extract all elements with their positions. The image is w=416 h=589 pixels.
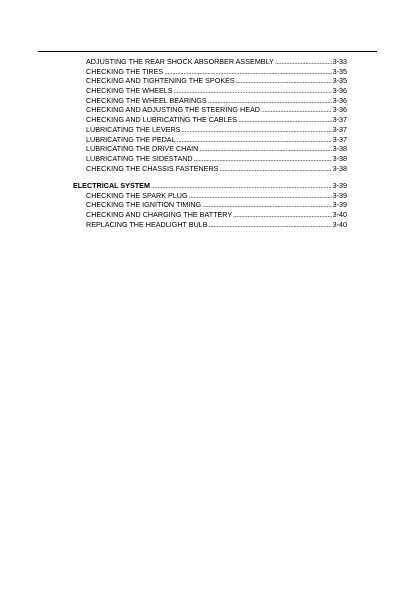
- toc-entry-page: 3-33: [332, 57, 347, 66]
- toc-entry[interactable]: [73, 164, 347, 174]
- toc-leader-dots: [275, 57, 332, 67]
- toc-leader-dots: [233, 210, 331, 220]
- toc-entry[interactable]: [73, 115, 347, 125]
- toc-entry-title: LUBRICATING THE DRIVE CHAIN: [86, 144, 199, 154]
- toc-entry-title: CHECKING THE WHEEL BEARINGS: [86, 95, 207, 105]
- toc-entry-page: 3-39: [332, 190, 347, 200]
- chassis-toc-list: [73, 57, 347, 173]
- toc-entry-page: 3-40: [332, 219, 347, 229]
- toc-entry[interactable]: [73, 200, 347, 210]
- toc-entry-page: 3-36: [332, 105, 347, 115]
- toc-entry-title: CHECKING THE SPARK PLUG: [86, 190, 188, 200]
- toc-entry-page: 3-35: [332, 66, 347, 76]
- toc-leader-dots: [238, 115, 332, 125]
- toc-leader-dots: [199, 144, 331, 154]
- toc-entry[interactable]: [73, 144, 347, 154]
- toc-entry-page: 3-40: [332, 210, 347, 220]
- toc-entry-page: 3-37: [332, 124, 347, 134]
- toc-entry-page: 3-38: [332, 144, 347, 154]
- toc-entry-page: 3-36: [332, 86, 347, 96]
- toc-entry-title: CHECKING AND LUBRICATING THE CABLES: [86, 115, 238, 125]
- toc-entry-title: CHECKING THE IGNITION TIMING: [86, 200, 202, 210]
- toc-entry-title: ADJUSTING THE REAR SHOCK ABSORBER ASSEMBLY: [86, 57, 274, 66]
- toc-leader-dots: [181, 125, 331, 135]
- toc-entry-page: 3-39: [332, 200, 347, 210]
- toc-section-title: ELECTRICAL SYSTEM: [73, 181, 150, 190]
- toc-leader-dots: [261, 105, 332, 115]
- toc-entry-page: 3-38: [332, 153, 347, 163]
- toc-entry[interactable]: [73, 96, 347, 106]
- toc-leader-dots: [151, 181, 332, 191]
- toc-entry[interactable]: [73, 125, 347, 135]
- toc-entry[interactable]: [73, 86, 347, 96]
- toc-entry[interactable]: [73, 135, 347, 145]
- toc-entry-page: 3-36: [332, 95, 347, 105]
- electrical-toc-list: [73, 181, 347, 229]
- toc-leader-dots: [236, 76, 332, 86]
- toc-entry-title: CHECKING THE CHASSIS FASTENERS: [86, 163, 219, 173]
- toc-entry[interactable]: [73, 67, 347, 77]
- toc-entry[interactable]: [73, 220, 347, 230]
- toc-entry-title: CHECKING AND TIGHTENING THE SPOKES: [86, 76, 235, 86]
- toc-entry[interactable]: [73, 154, 347, 164]
- toc-entry-title: REPLACING THE HEADLIGHT BULB: [86, 219, 208, 229]
- toc-entry-page: 3-37: [332, 115, 347, 125]
- header-rule: [38, 51, 377, 52]
- toc-entry-title: CHECKING AND ADJUSTING THE STEERING HEAD: [86, 105, 260, 115]
- toc-entry-page: 3-38: [332, 163, 347, 173]
- toc-leader-dots: [202, 200, 331, 210]
- toc-leader-dots: [209, 220, 332, 230]
- toc-entry-page: 3-37: [332, 134, 347, 144]
- toc-entry-page: 3-35: [332, 76, 347, 86]
- toc-section-page: 3-39: [332, 181, 347, 190]
- toc-leader-dots: [177, 135, 332, 145]
- toc-entry-title: CHECKING THE WHEELS: [86, 86, 173, 96]
- toc-leader-dots: [189, 191, 332, 201]
- toc-section-heading[interactable]: [73, 181, 347, 191]
- toc-entry-title: CHECKING THE TIRES: [86, 66, 164, 76]
- toc-entry-title: LUBRICATING THE LEVERS: [86, 124, 181, 134]
- toc-leader-dots: [194, 154, 332, 164]
- toc-leader-dots: [164, 67, 331, 77]
- toc-entry-title: LUBRICATING THE PEDAL: [86, 134, 176, 144]
- toc-entry[interactable]: [73, 76, 347, 86]
- toc-leader-dots: [174, 86, 332, 96]
- toc-entry[interactable]: [73, 57, 347, 67]
- toc-entry-title: LUBRICATING THE SIDESTAND: [86, 153, 193, 163]
- toc-leader-dots: [208, 96, 332, 106]
- toc-entry[interactable]: [73, 105, 347, 115]
- toc-entry-title: CHECKING AND CHARGING THE BATTERY: [86, 210, 233, 220]
- toc-entry[interactable]: [73, 210, 347, 220]
- toc-entry[interactable]: [73, 191, 347, 201]
- toc-leader-dots: [219, 164, 331, 174]
